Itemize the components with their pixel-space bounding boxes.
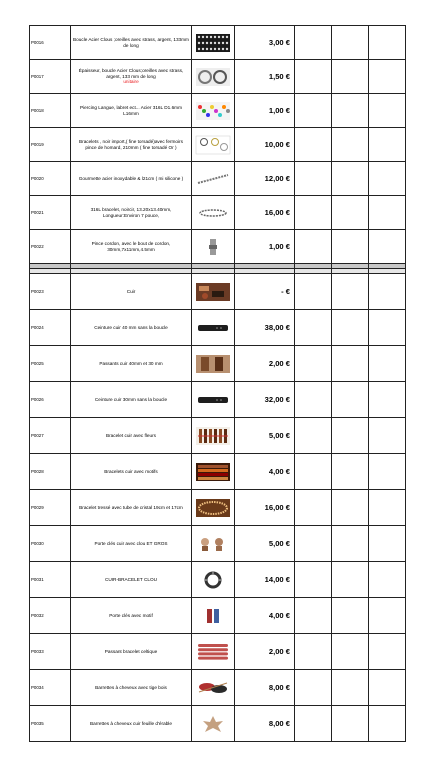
image-cell [192, 162, 235, 196]
price-cell [235, 634, 295, 670]
image-cell [192, 706, 235, 742]
braided-bracelet-icon [195, 498, 231, 518]
maple-leaf-barrette-icon [195, 714, 231, 734]
empty-cell [332, 128, 369, 162]
product-row [30, 162, 406, 196]
image-cell [192, 526, 235, 562]
description-text: CUIR-BRACELET CLOU [104, 576, 157, 582]
description-text: Gourmette acier inoxydable & l21cm ( mi silicone ) [78, 175, 184, 181]
empty-cell [332, 310, 369, 346]
price-cell [235, 598, 295, 634]
description-cell [71, 706, 192, 742]
description-text: Passants cuir 40mm et 30 mm [99, 360, 163, 366]
reference-cell [30, 490, 71, 526]
price-cell [235, 526, 295, 562]
product-row [30, 634, 406, 670]
description-cell [71, 382, 192, 418]
image-cell [192, 196, 235, 230]
product-row [30, 454, 406, 490]
description-text: Bracelets , noir import,( fine torsadé)avec fermoirs pince de homard, 210mm ( fine torsadé Or ) [79, 138, 183, 150]
empty-cell [295, 162, 332, 196]
description-cell [71, 230, 192, 264]
reference-text: P0032 [31, 613, 44, 618]
empty-cell [295, 526, 332, 562]
reference-cell [30, 562, 71, 598]
empty-cell [295, 634, 332, 670]
product-row [30, 230, 406, 264]
price-text: 8,00 € [268, 719, 290, 728]
image-cell [192, 670, 235, 706]
price-text: 38,00 € [264, 323, 290, 332]
empty-cell [295, 346, 332, 382]
leather-belt-icon [195, 318, 231, 338]
leather-loops-icon [195, 354, 231, 374]
empty-cell [295, 128, 332, 162]
curb-chain-icon [195, 169, 231, 189]
reference-text: P0027 [31, 433, 44, 438]
product-row [30, 382, 406, 418]
catalog-sheet [29, 25, 406, 742]
image-cell [192, 230, 235, 264]
empty-cell [332, 60, 369, 94]
empty-cell [332, 26, 369, 60]
empty-cell [332, 526, 369, 562]
description-cell [71, 526, 192, 562]
empty-cell [332, 196, 369, 230]
reference-text: P0033 [31, 649, 44, 654]
price-cell [235, 310, 295, 346]
reference-text: P0019 [31, 142, 44, 147]
empty-cell [295, 196, 332, 230]
image-cell [192, 346, 235, 382]
product-row [30, 274, 406, 310]
reference-cell [30, 598, 71, 634]
reference-cell [30, 310, 71, 346]
empty-cell [369, 128, 406, 162]
celtic-slides-icon [195, 642, 231, 662]
empty-cell [332, 706, 369, 742]
description-text: Cuir [126, 288, 136, 294]
reference-text: P0022 [31, 244, 44, 249]
reference-text: P0016 [31, 40, 44, 45]
empty-cell [369, 94, 406, 128]
hoop-earrings-icon [195, 67, 231, 87]
description-cell [71, 490, 192, 526]
price-text: 14,00 € [264, 575, 290, 584]
reference-text: P0024 [31, 325, 44, 330]
price-text: 8,00 € [268, 683, 290, 692]
reference-cell [30, 94, 71, 128]
leather-belt-icon [195, 390, 231, 410]
image-cell [192, 454, 235, 490]
image-cell [192, 26, 235, 60]
product-row [30, 94, 406, 128]
colorful-piercings-icon [195, 101, 231, 121]
image-cell [192, 128, 235, 162]
price-text: 32,00 € [264, 395, 290, 404]
price-cell [235, 162, 295, 196]
leather-items-icon [195, 282, 231, 302]
description-text: Passant bracelet celtique [104, 648, 158, 654]
price-text: 4,00 € [268, 611, 290, 620]
reference-cell [30, 274, 71, 310]
product-row [30, 490, 406, 526]
description-cell [71, 60, 192, 94]
empty-cell [295, 706, 332, 742]
description-cell [71, 562, 192, 598]
empty-cell [332, 230, 369, 264]
image-cell [192, 274, 235, 310]
reference-text: P0035 [31, 721, 44, 726]
reference-cell [30, 60, 71, 94]
price-text: 1,00 € [268, 106, 290, 115]
empty-cell [369, 706, 406, 742]
description-cell [71, 418, 192, 454]
reference-cell [30, 670, 71, 706]
reference-cell [30, 706, 71, 742]
product-row [30, 598, 406, 634]
empty-cell [369, 230, 406, 264]
description-cell [71, 128, 192, 162]
image-cell [192, 490, 235, 526]
reference-text: P0028 [31, 469, 44, 474]
reference-cell [30, 454, 71, 490]
empty-cell [332, 382, 369, 418]
description-text: Barrettes à cheveux avec tige bois [95, 684, 167, 690]
description-text: Ceinture cuir 40 mm sans la boucle [94, 324, 168, 330]
empty-cell [369, 454, 406, 490]
empty-cell [332, 598, 369, 634]
product-row [30, 526, 406, 562]
price-cell [235, 128, 295, 162]
price-cell [235, 26, 295, 60]
empty-cell [369, 346, 406, 382]
hair-barrettes-icon [195, 678, 231, 698]
reference-text: P0026 [31, 397, 44, 402]
description-cell [71, 26, 192, 60]
price-text: 1,00 € [268, 242, 290, 251]
reference-text: P0021 [31, 210, 44, 215]
reference-cell [30, 196, 71, 230]
empty-cell [332, 490, 369, 526]
reference-cell [30, 128, 71, 162]
empty-cell [332, 634, 369, 670]
empty-cell [369, 26, 406, 60]
reference-cell [30, 526, 71, 562]
description-text: Bracelet cuir avec fleurs [105, 432, 157, 438]
description-cell [71, 598, 192, 634]
empty-cell [295, 230, 332, 264]
description-text: Barrettes à cheveux cuir feuille d'érable [90, 720, 172, 726]
twisted-bracelets-icon [195, 135, 231, 155]
product-row [30, 310, 406, 346]
reference-text: P0023 [31, 289, 44, 294]
description-cell [71, 670, 192, 706]
description-cell [71, 274, 192, 310]
empty-cell [295, 274, 332, 310]
empty-cell [332, 94, 369, 128]
empty-cell [295, 310, 332, 346]
empty-cell [369, 310, 406, 346]
empty-cell [332, 346, 369, 382]
empty-cell [369, 382, 406, 418]
product-row [30, 60, 406, 94]
empty-cell [369, 598, 406, 634]
description-cell [71, 94, 192, 128]
reference-cell [30, 230, 71, 264]
empty-cell [295, 60, 332, 94]
price-cell [235, 346, 295, 382]
description-cell [71, 162, 192, 196]
reference-text: P0018 [31, 108, 44, 113]
description-cell [71, 196, 192, 230]
empty-cell [369, 562, 406, 598]
description-text: Ceinture cuir 30mm sans la boucle [94, 396, 168, 402]
reference-cell [30, 26, 71, 60]
reference-cell [30, 418, 71, 454]
reference-cell [30, 162, 71, 196]
image-cell [192, 562, 235, 598]
reference-text: P0029 [31, 505, 44, 510]
empty-cell [332, 274, 369, 310]
price-text: 1,50 € [268, 72, 290, 81]
price-text: 3,00 € [268, 38, 290, 47]
empty-cell [295, 562, 332, 598]
empty-cell [369, 196, 406, 230]
empty-cell [369, 274, 406, 310]
description-text: Épaisseur, boucle Acier Clous;oreilles avec strass, argent, 133 mm de long [78, 67, 184, 79]
empty-cell [295, 670, 332, 706]
empty-cell [332, 670, 369, 706]
image-cell [192, 382, 235, 418]
keychain-icon [195, 534, 231, 554]
price-cell [235, 418, 295, 454]
empty-cell [369, 60, 406, 94]
price-cell [235, 670, 295, 706]
reference-text: P0025 [31, 361, 44, 366]
price-cell [235, 274, 295, 310]
reference-cell [30, 634, 71, 670]
image-cell [192, 94, 235, 128]
description-text: Bracelets cuir avec motifs [104, 468, 158, 474]
product-row [30, 346, 406, 382]
empty-cell [295, 94, 332, 128]
price-cell [235, 196, 295, 230]
image-cell [192, 418, 235, 454]
keychain-motif-icon [195, 606, 231, 626]
flower-leather-bracelets-icon [195, 426, 231, 446]
description-text: Boucle Acier Clous ;oreilles avec strass, argent, 133mm de long [73, 36, 189, 48]
reference-text: P0034 [31, 685, 44, 690]
product-table [29, 25, 406, 742]
empty-cell [369, 526, 406, 562]
empty-cell [332, 454, 369, 490]
product-row [30, 128, 406, 162]
earring-studs-grid-icon [195, 33, 231, 53]
price-cell [235, 230, 295, 264]
empty-cell [369, 418, 406, 454]
stud-bracelet-icon [195, 570, 231, 590]
description-text: Piercing Langue, labret ect... Acier 316L D1.6mm L16mm [80, 104, 182, 116]
image-cell [192, 634, 235, 670]
chain-bracelet-icon [195, 203, 231, 223]
price-cell [235, 490, 295, 526]
price-cell [235, 706, 295, 742]
empty-cell [295, 418, 332, 454]
price-text: 10,00 € [264, 140, 290, 149]
price-cell [235, 94, 295, 128]
description-text: Porte clés cuir avec clou ET GROS [94, 540, 168, 546]
price-text: 5,00 € [268, 539, 290, 548]
empty-cell [332, 562, 369, 598]
empty-cell [295, 26, 332, 60]
image-cell [192, 60, 235, 94]
description-cell [71, 634, 192, 670]
description-text: Bracelet tressé avec tube de cristal 19cm et 17cm [79, 504, 183, 510]
price-text: 2,00 € [268, 359, 290, 368]
price-text: 16,00 € [264, 503, 290, 512]
reference-text: P0017 [31, 74, 44, 79]
description-text: 316L bracelet, noircir, 13.20x13.40mm, Longueur:Environ 7 pouce, [90, 206, 172, 218]
product-row [30, 26, 406, 60]
image-cell [192, 310, 235, 346]
image-cell [192, 598, 235, 634]
price-text: 12,00 € [264, 174, 290, 183]
empty-cell [369, 634, 406, 670]
price-cell [235, 60, 295, 94]
product-row [30, 562, 406, 598]
product-row [30, 418, 406, 454]
price-text: 16,00 € [264, 208, 290, 217]
description-text: Pince cordon, avec le bout de cordon, 30mm,7x11mm,4.5mm [91, 240, 171, 252]
product-row [30, 196, 406, 230]
price-cell [235, 382, 295, 418]
price-text: 4,00 € [268, 467, 290, 476]
reference-text: P0031 [31, 577, 44, 582]
reference-cell [30, 382, 71, 418]
description-cell [71, 310, 192, 346]
reference-cell [30, 346, 71, 382]
price-text: - € [281, 287, 290, 296]
empty-cell [295, 382, 332, 418]
empty-cell [295, 454, 332, 490]
empty-cell [295, 598, 332, 634]
empty-cell [295, 490, 332, 526]
empty-cell [332, 418, 369, 454]
price-text: 2,00 € [268, 647, 290, 656]
price-cell [235, 562, 295, 598]
price-cell [235, 454, 295, 490]
cord-end-clip-icon [195, 237, 231, 257]
reference-text: P0020 [31, 176, 44, 181]
description-cell [71, 346, 192, 382]
empty-cell [369, 670, 406, 706]
product-row [30, 706, 406, 742]
reference-text: P0030 [31, 541, 44, 546]
description-cell [71, 454, 192, 490]
price-text: 5,00 € [268, 431, 290, 440]
product-row [30, 670, 406, 706]
patterned-leather-bracelets-icon [195, 462, 231, 482]
note-text: unitaire [123, 79, 139, 85]
empty-cell [332, 162, 369, 196]
empty-cell [369, 162, 406, 196]
description-text: Porte clés avec motif [109, 612, 153, 618]
empty-cell [369, 490, 406, 526]
